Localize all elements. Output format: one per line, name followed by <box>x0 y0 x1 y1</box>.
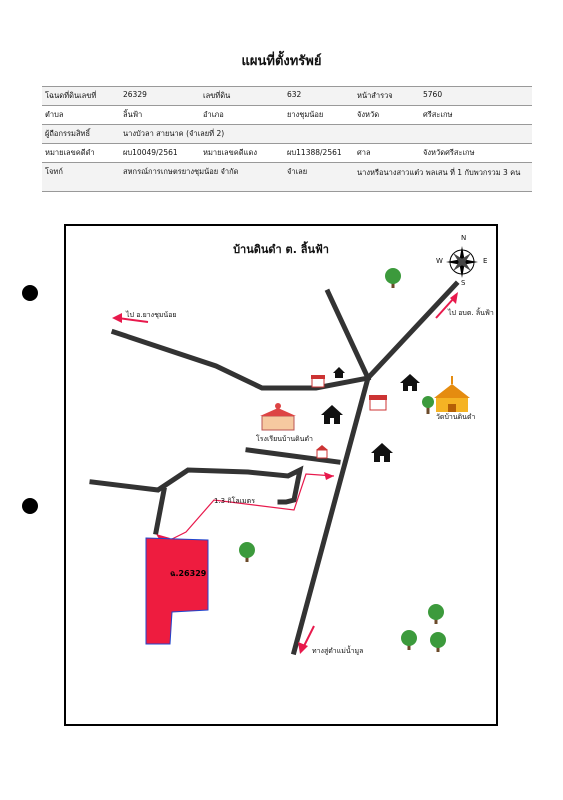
survey-page-value: 5760 <box>420 87 532 106</box>
district-label: อำเภอ <box>200 106 284 125</box>
school-icon <box>260 403 296 430</box>
info-row <box>42 106 532 125</box>
road-west <box>114 332 368 388</box>
map-title: บ้านดินดำ ต. ลิ้นฟ้า <box>233 243 329 256</box>
compass-north: N <box>461 234 467 242</box>
survey-page-label: หน้าสำรวจ <box>354 87 420 106</box>
shop-icon <box>316 445 328 458</box>
binder-hole-bottom <box>22 498 38 514</box>
document-title: แผนที่ตั้งทรัพย์ <box>241 54 322 69</box>
black-case-label: หมายเลขคดีดำ <box>42 144 120 163</box>
house-icon <box>400 374 420 391</box>
district-value: ยางชุมน้อย <box>284 106 354 125</box>
red-case-label: หมายเลขคดีแดง <box>200 144 284 163</box>
location-map <box>64 224 498 726</box>
tree-icon <box>422 396 434 414</box>
owner-row <box>42 125 532 144</box>
temple-icon <box>434 376 470 412</box>
info-row <box>42 87 532 106</box>
tree-icon <box>428 604 444 624</box>
land-no-label: เลขที่ดิน <box>200 87 284 106</box>
subdistrict-value: ลิ้นฟ้า <box>120 106 200 125</box>
tree-icon <box>430 632 446 652</box>
red-case-value: ผบ11388/2561 <box>284 144 354 163</box>
arrow-west-head <box>112 313 122 323</box>
road-spur <box>156 490 164 532</box>
owner-label: ผู้ถือกรรมสิทธิ์ <box>42 125 120 144</box>
house-icon <box>333 367 345 378</box>
house-icon <box>371 443 393 462</box>
shop-icon <box>369 395 387 410</box>
binder-hole-top <box>22 285 38 301</box>
label-temple: วัดบ้านดินดำ <box>436 413 476 421</box>
compass-south: S <box>461 279 466 287</box>
arrow-south-line <box>304 626 314 646</box>
map-drawing <box>66 226 496 724</box>
plaintiff-value: สหกรณ์การเกษตรยางชุมน้อย จำกัด <box>120 163 284 192</box>
land-no-value: 632 <box>284 87 354 106</box>
property-info-table <box>42 86 532 192</box>
deed-no-value: 26329 <box>120 87 200 106</box>
defendant-value: นางหรือนางสาวแต๋ว พลเสน ที่ 1 กับพวกรวม 3 คน <box>354 163 532 192</box>
label-school: โรงเรียนบ้านดินดำ <box>256 435 313 443</box>
court-value: จังหวัดศรีสะเกษ <box>420 144 532 163</box>
defendant-label: จำเลย <box>284 163 354 192</box>
court-label: ศาล <box>354 144 420 163</box>
tree-icon <box>239 542 255 562</box>
subdistrict-label: ตำบล <box>42 106 120 125</box>
road-north <box>328 292 368 378</box>
tree-icon <box>401 630 417 650</box>
parcel-shape <box>146 538 208 644</box>
compass-west: W <box>436 257 443 265</box>
house-icon <box>321 405 343 424</box>
arrow-south-head <box>298 642 308 654</box>
case-row <box>42 144 532 163</box>
parcel-label: ฉ.26329 <box>170 569 207 578</box>
province-value: ศรีสะเกษ <box>420 106 532 125</box>
label-to-yangchum: ไป อ.ยางชุมน้อย <box>126 311 177 319</box>
label-to-linfa: ไป อบต. ลิ้นฟ้า <box>448 309 494 317</box>
black-case-value: ผบ10049/2561 <box>120 144 200 163</box>
deed-no-label: โฉนดที่ดินเลขที่ <box>42 87 120 106</box>
owner-value: นางบัวลา สายนาค (จำเลยที่ 2) <box>120 125 532 144</box>
compass-east: E <box>483 257 488 265</box>
party-row <box>42 163 532 192</box>
road-southwest <box>92 470 300 502</box>
tree-icon <box>385 268 401 288</box>
route-line <box>162 474 334 544</box>
road-northeast <box>368 284 456 378</box>
label-distance: 1.3 กิโลเมตร <box>214 497 255 505</box>
province-label: จังหวัด <box>354 106 420 125</box>
route-start-arrow <box>324 472 334 480</box>
label-road-south: ทางสู่ตำแม่น้ำมูล <box>312 647 364 655</box>
plaintiff-label: โจทก์ <box>42 163 120 192</box>
shop-icon <box>311 375 325 387</box>
